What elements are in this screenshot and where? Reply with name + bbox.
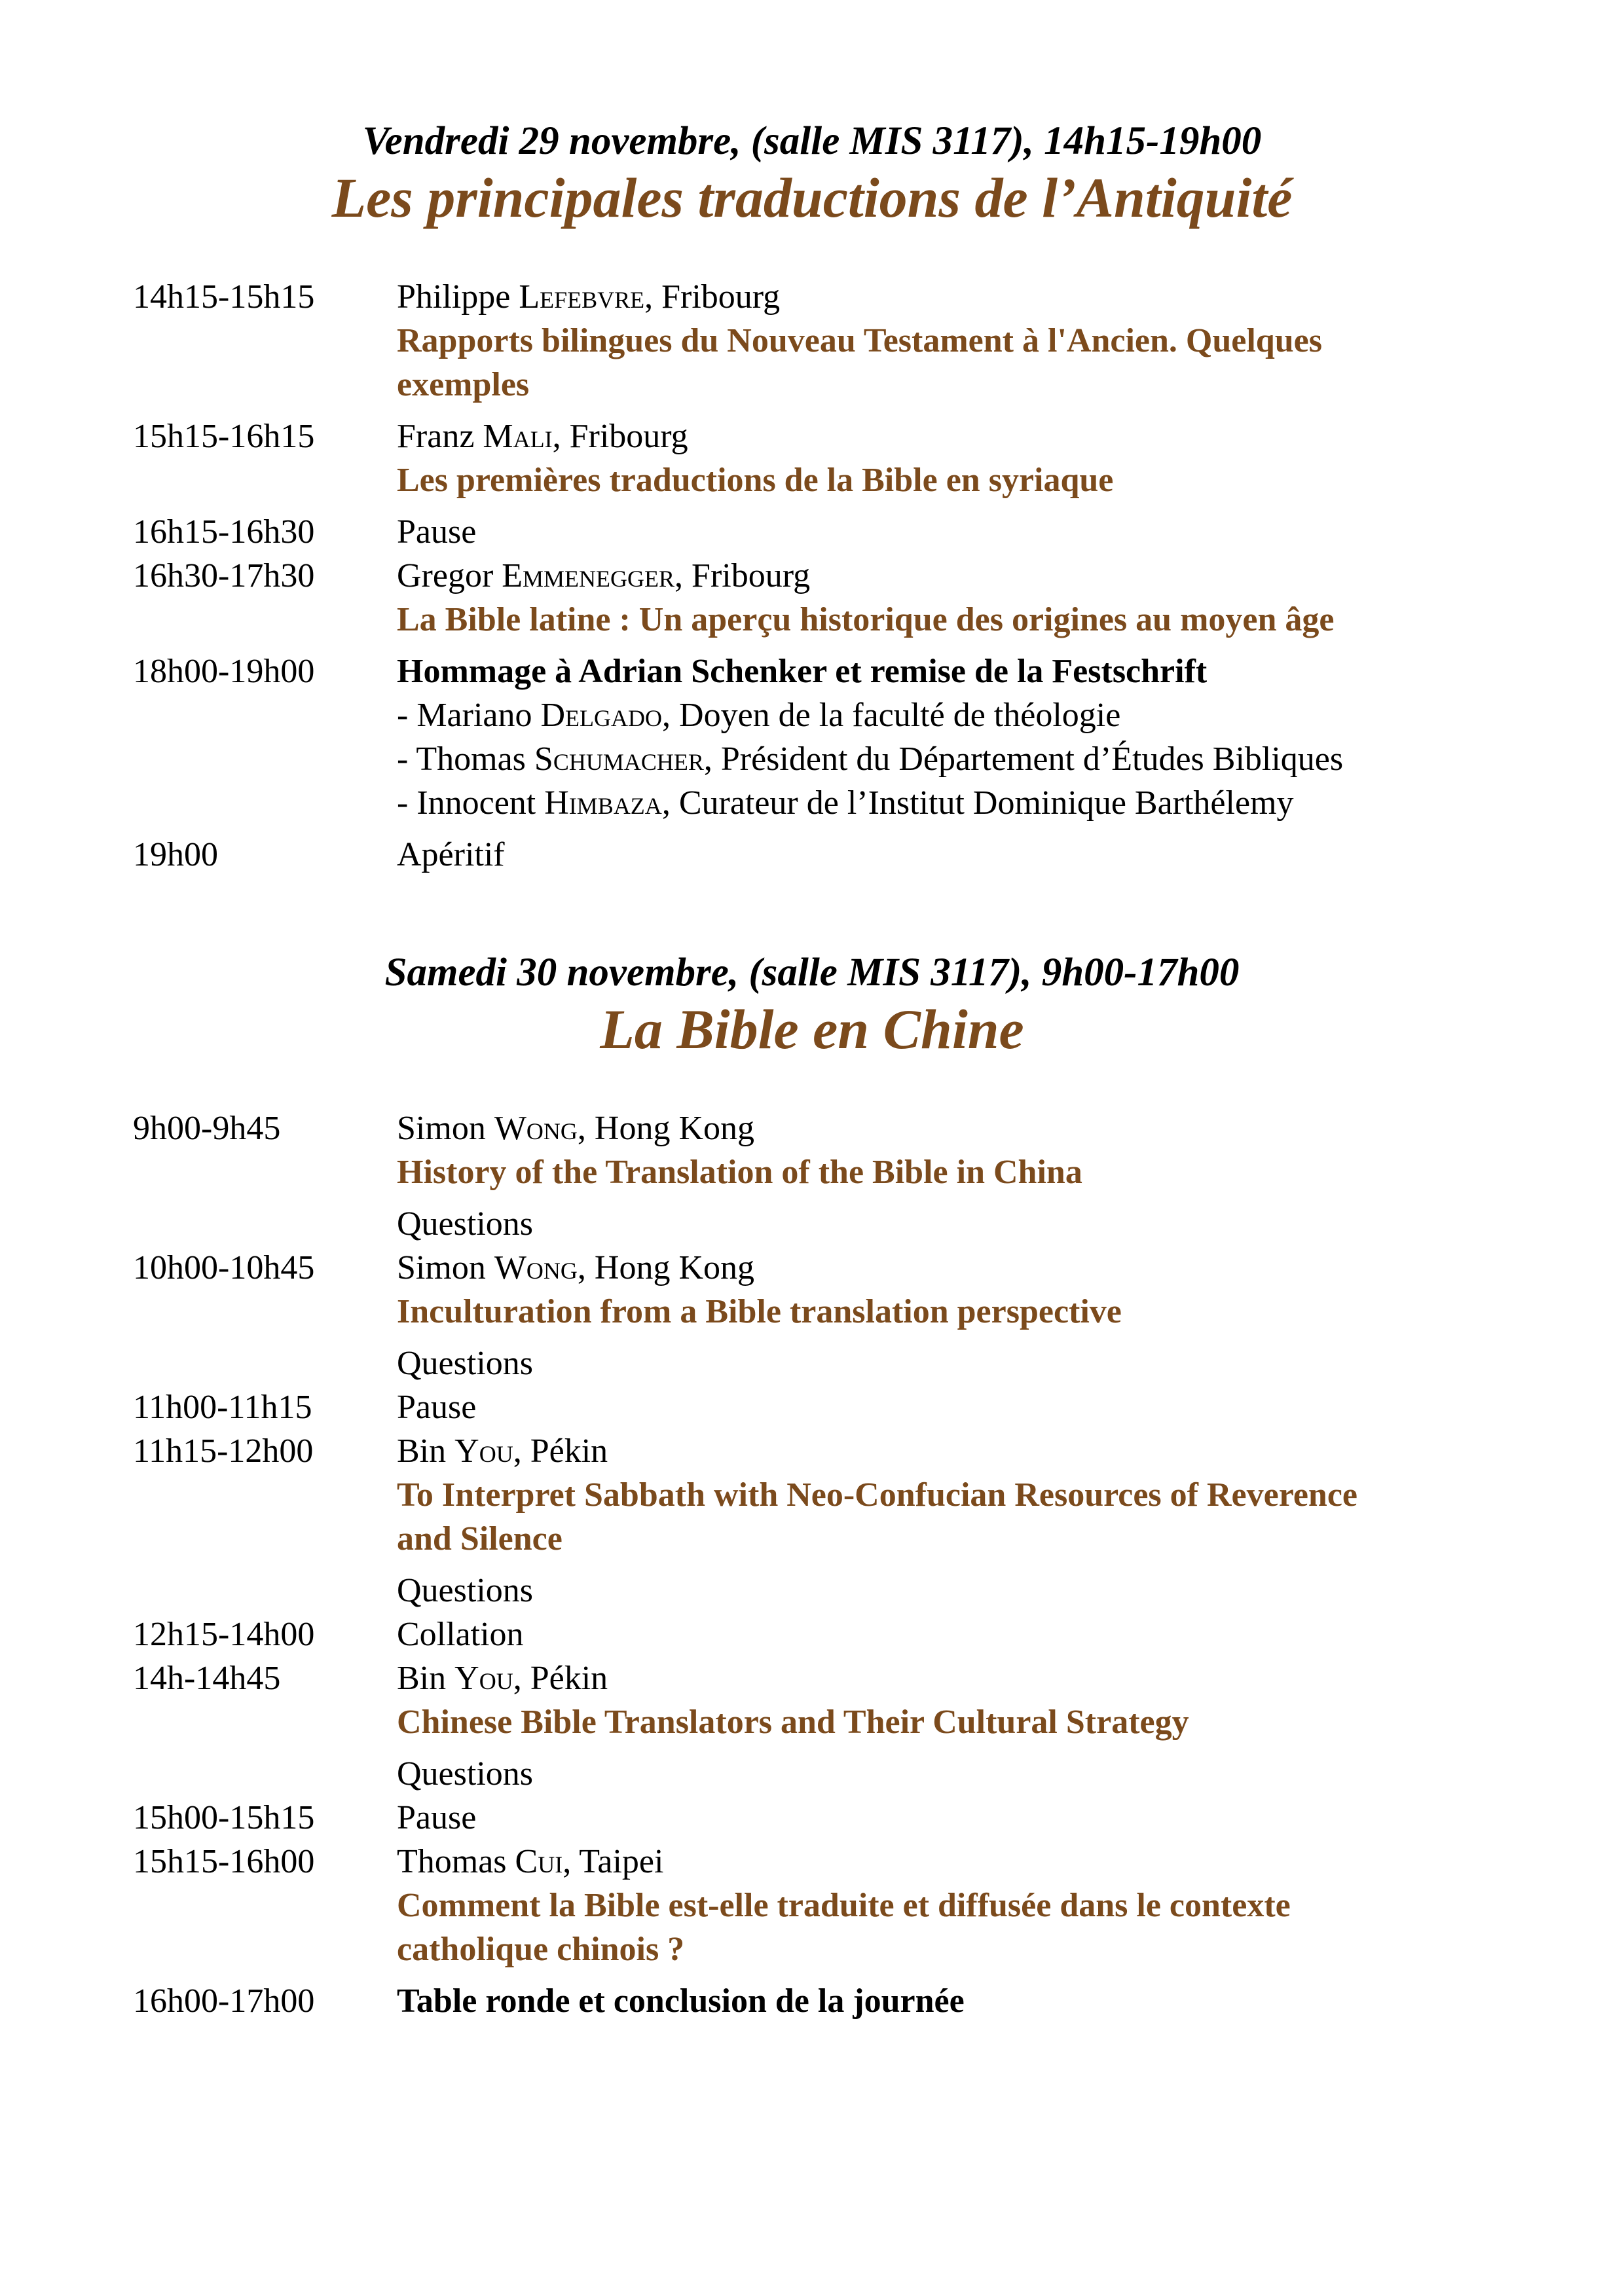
- schedule-entry: [133, 1979, 1508, 2023]
- speaker-line: [397, 1429, 1508, 1473]
- homage-list-item: [397, 693, 1508, 737]
- schedule-entry: [133, 1246, 1508, 1385]
- day-date: Vendredi 29 novembre, (salle MIS 3117), 14h15-19h00: [362, 119, 1262, 163]
- day-title: Les principales traductions de l’Antiquité: [331, 166, 1293, 229]
- speaker-line: [397, 414, 1508, 458]
- list-last-name: Schumacher: [534, 740, 704, 778]
- schedule-list: [133, 1106, 1508, 2023]
- speaker-last-name: Emmenegger: [502, 557, 675, 594]
- speaker-first-name: Bin: [397, 1660, 455, 1697]
- day-date: Samedi 30 novembre, (salle MIS 3117), 9h00-17h00: [384, 951, 1240, 994]
- questions-label: Questions: [397, 1205, 533, 1243]
- list-role: , Doyen de la faculté de théologie: [662, 697, 1121, 734]
- schedule-entry: [133, 554, 1508, 642]
- entry-text: Pause: [397, 513, 477, 551]
- entry-time: 15h00-15h15: [133, 1799, 315, 1836]
- entry-time: 9h00-9h45: [133, 1110, 281, 1147]
- speaker-first-name: Philippe: [397, 278, 519, 316]
- schedule-entry: [133, 1656, 1508, 1796]
- speaker-place: , Fribourg: [552, 418, 688, 455]
- speaker-first-name: Bin: [397, 1432, 455, 1470]
- entry-time: 10h00-10h45: [133, 1249, 315, 1286]
- questions-label: Questions: [397, 1572, 533, 1609]
- schedule-entry: [133, 833, 1508, 877]
- list-last-name: Delgado: [540, 697, 663, 734]
- talk-title-line: Les premières traductions de la Bible en syriaque: [397, 462, 1114, 499]
- speaker-place: , Hong Kong: [577, 1110, 755, 1147]
- talk-title-line: catholique chinois ?: [397, 1931, 685, 1968]
- schedule-list: [133, 275, 1508, 877]
- speaker-line: [397, 275, 1508, 319]
- schedule-entry: [133, 1385, 1508, 1429]
- list-role: , Curateur de l’Institut Dominique Barthélemy: [661, 784, 1294, 822]
- questions-label: Questions: [397, 1755, 533, 1793]
- speaker-place: , Taipei: [563, 1843, 664, 1880]
- day-section-friday: [0, 118, 1624, 873]
- homage-list-item: [397, 781, 1508, 825]
- talk-title-line: and Silence: [397, 1520, 563, 1558]
- schedule-entry: [133, 1796, 1508, 1840]
- speaker-line: [397, 1106, 1508, 1150]
- speaker-first-name: Gregor: [397, 557, 502, 594]
- entry-text: Pause: [397, 1389, 477, 1426]
- entry-time: 11h00-11h15: [133, 1389, 312, 1426]
- entry-time: 14h-14h45: [133, 1660, 281, 1697]
- entry-time: 15h15-16h15: [133, 418, 315, 455]
- entry-time: 16h00-17h00: [133, 1982, 315, 2020]
- entry-time: 14h15-15h15: [133, 278, 315, 316]
- talk-title-line: Rapports bilingues du Nouveau Testament à l'Ancien. Quelques: [397, 322, 1322, 359]
- speaker-last-name: You: [454, 1660, 513, 1697]
- entry-text: Pause: [397, 1799, 477, 1836]
- speaker-line: [397, 1246, 1508, 1290]
- entry-time: 11h15-12h00: [133, 1432, 314, 1470]
- entry-time: 18h00-19h00: [133, 653, 315, 690]
- list-prefix: - Mariano: [397, 697, 541, 734]
- schedule-entry: [133, 1106, 1508, 1246]
- talk-title-line: History of the Translation of the Bible in China: [397, 1154, 1082, 1191]
- speaker-last-name: You: [454, 1432, 513, 1470]
- talk-title-line: Comment la Bible est-elle traduite et diffusée dans le contexte: [397, 1887, 1291, 1924]
- schedule-entry: [133, 510, 1508, 554]
- speaker-last-name: Lefebvre: [519, 278, 645, 316]
- schedule-entry: [133, 414, 1508, 502]
- schedule-entry: [133, 1840, 1508, 1971]
- day-section-saturday: [0, 949, 1624, 2020]
- speaker-place: , Pékin: [513, 1432, 608, 1470]
- speaker-first-name: Thomas: [397, 1843, 515, 1880]
- speaker-line: [397, 1840, 1508, 1884]
- speaker-last-name: Wong: [494, 1249, 578, 1286]
- closing-title: Table ronde et conclusion de la journée: [397, 1982, 965, 2020]
- schedule-entry: [133, 649, 1508, 825]
- day-title: La Bible en Chine: [600, 998, 1024, 1061]
- talk-title-line: Chinese Bible Translators and Their Cultural Strategy: [397, 1704, 1189, 1741]
- homage-title: Hommage à Adrian Schenker et remise de la Festschrift: [397, 653, 1208, 690]
- speaker-first-name: Simon: [397, 1110, 494, 1147]
- homage-list-item: [397, 737, 1508, 781]
- talk-title-line: Inculturation from a Bible translation perspective: [397, 1293, 1122, 1330]
- speaker-last-name: Wong: [494, 1110, 578, 1147]
- talk-title-line: La Bible latine : Un aperçu historique des origines au moyen âge: [397, 601, 1335, 638]
- talk-title-line: To Interpret Sabbath with Neo-Confucian Resources of Reverence: [397, 1476, 1357, 1514]
- speaker-place: , Pékin: [513, 1660, 608, 1697]
- speaker-line: [397, 1656, 1508, 1700]
- speaker-place: , Hong Kong: [577, 1249, 755, 1286]
- speaker-place: , Fribourg: [644, 278, 781, 316]
- list-prefix: - Thomas: [397, 740, 534, 778]
- schedule-entry: [133, 1613, 1508, 1656]
- entry-time: 19h00: [133, 836, 218, 873]
- entry-time: 16h30-17h30: [133, 557, 315, 594]
- entry-text: Apéritif: [397, 836, 505, 873]
- questions-label: Questions: [397, 1345, 533, 1382]
- talk-title-line: exemples: [397, 366, 530, 403]
- entry-text: Collation: [397, 1616, 524, 1653]
- list-role: , Président du Département d’Études Bibliques: [703, 740, 1344, 778]
- speaker-last-name: Mali: [483, 418, 553, 455]
- list-prefix: - Innocent: [397, 784, 545, 822]
- speaker-line: [397, 554, 1508, 598]
- schedule-entry: [133, 275, 1508, 407]
- speaker-last-name: Cui: [515, 1843, 563, 1880]
- speaker-place: , Fribourg: [674, 557, 811, 594]
- speaker-first-name: Franz: [397, 418, 483, 455]
- entry-time: 16h15-16h30: [133, 513, 315, 551]
- speaker-first-name: Simon: [397, 1249, 494, 1286]
- entry-time: 15h15-16h00: [133, 1843, 315, 1880]
- list-last-name: Himbaza: [544, 784, 662, 822]
- schedule-entry: [133, 1429, 1508, 1613]
- entry-time: 12h15-14h00: [133, 1616, 315, 1653]
